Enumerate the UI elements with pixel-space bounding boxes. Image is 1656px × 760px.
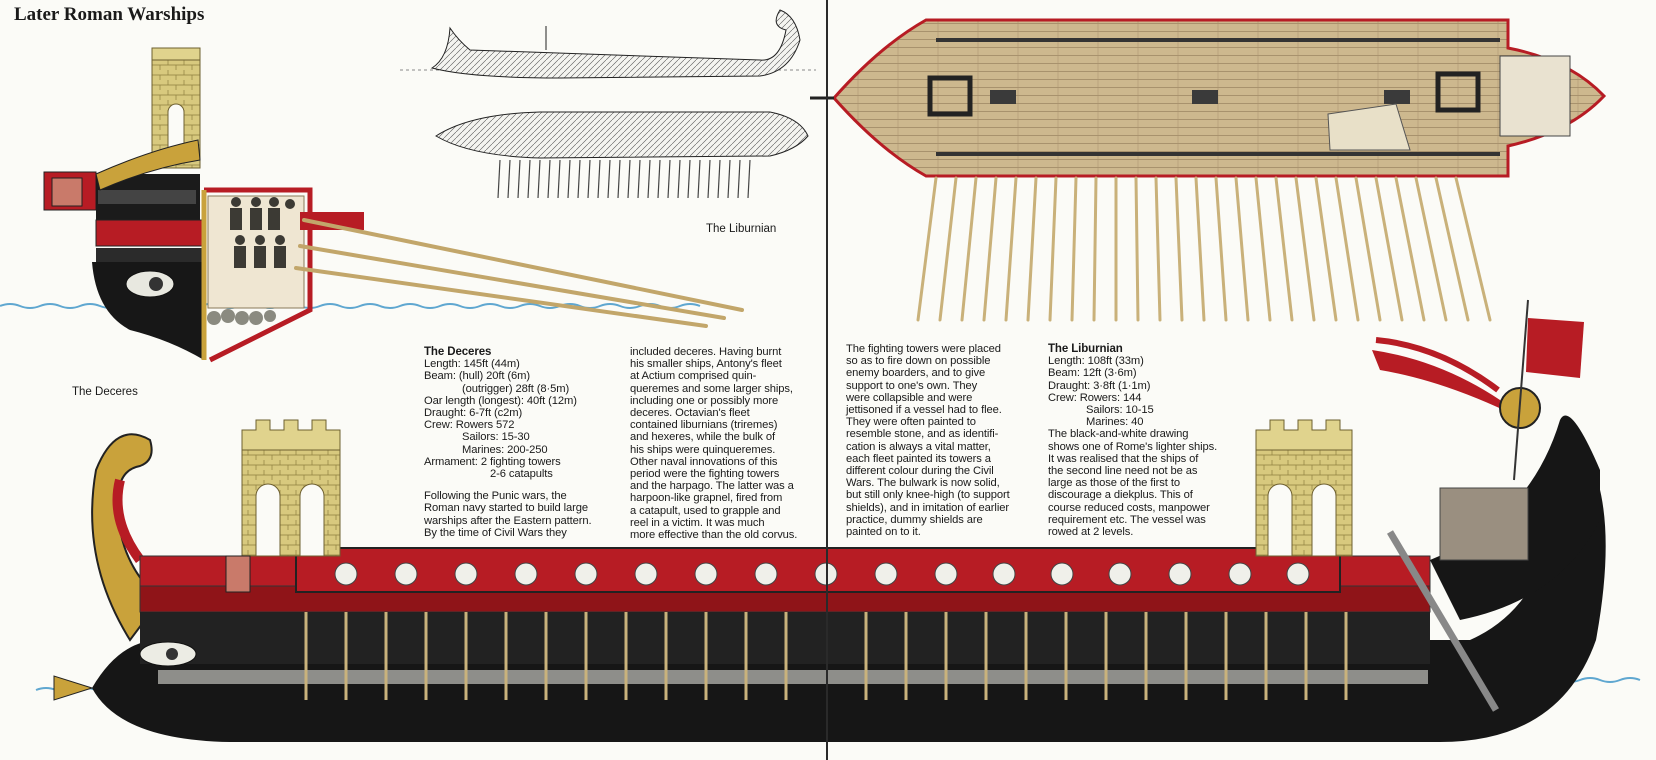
spec-line: Length: 145ft (44m) bbox=[424, 358, 520, 371]
paragraph-line: It was realised that the ships of bbox=[1048, 452, 1199, 465]
liburnian-drawings bbox=[400, 10, 816, 198]
paragraph-line: his ships were quinqueremes. bbox=[630, 443, 776, 456]
paragraph-line: enemy boarders, and to give bbox=[846, 367, 986, 380]
paragraph-line: period were the fighting towers bbox=[630, 468, 780, 481]
paragraph-line: Other naval innovations of this bbox=[630, 455, 778, 468]
paragraph-line: painted on to it. bbox=[846, 526, 921, 539]
paragraph-line: rowed at 2 levels. bbox=[1048, 526, 1134, 539]
spec-line: Draught: 3·8ft (1·1m) bbox=[1048, 379, 1151, 392]
spec-line: Sailors: 15-30 bbox=[462, 431, 530, 444]
deceres-profile bbox=[36, 300, 1640, 742]
fighting-tower-left bbox=[242, 420, 340, 556]
paragraph-line: more effective than the old corvus. bbox=[630, 529, 798, 542]
page-title: Later Roman Warships bbox=[14, 4, 205, 25]
paragraph-line: shields), and in imitation of earlier bbox=[846, 501, 1009, 514]
spec-line: Crew: Rowers: 144 bbox=[1048, 391, 1142, 404]
paragraph-line: included deceres. Having burnt bbox=[630, 346, 782, 358]
text-column-4 bbox=[1048, 343, 1248, 538]
spec-line: Length: 108ft (33m) bbox=[1048, 355, 1144, 368]
paragraph-line: but still only knee-high (to support bbox=[846, 489, 1010, 502]
spec-line: Sailors: 10-15 bbox=[1086, 404, 1154, 417]
paragraph-line: and hexeres, while the bulk of bbox=[630, 431, 776, 444]
paragraph-line: Following the Punic wars, the bbox=[424, 490, 567, 503]
paragraph-line: By the time of Civil Wars they bbox=[424, 526, 567, 539]
spec-line: Beam: (hull) 20ft (6m) bbox=[424, 370, 530, 383]
paragraph-line: were collapsible and were bbox=[846, 391, 973, 404]
paragraph-line: support to one's own. They bbox=[846, 379, 978, 392]
spec-line: (outrigger) 28ft (8·5m) bbox=[462, 382, 570, 395]
paragraph-line: and the harpago. The latter was a bbox=[630, 480, 794, 493]
spec-line: Armament: 2 fighting towers bbox=[424, 455, 561, 468]
paragraph-line: cation is always a vital matter, bbox=[846, 440, 991, 453]
paragraph-line: practice, dummy shields are bbox=[846, 513, 983, 526]
paragraph-line: They were often painted to bbox=[846, 416, 976, 429]
paragraph-line: so as to fire down on possible bbox=[846, 355, 991, 368]
spec-line: 2-6 catapults bbox=[490, 468, 553, 481]
paragraph-line: requirement etc. The vessel was bbox=[1048, 513, 1206, 526]
paragraph-line: large as those of the first to bbox=[1048, 477, 1180, 490]
spec-line: Marines: 40 bbox=[1086, 416, 1144, 429]
deceres-caption: The Deceres bbox=[72, 386, 138, 398]
paragraph-line: course reduced costs, manpower bbox=[1048, 501, 1210, 514]
fighting-tower-right bbox=[1256, 420, 1352, 556]
text-column-2 bbox=[630, 346, 820, 541]
deceres-heading: The Deceres bbox=[424, 346, 492, 358]
paragraph-line: reel in a victim. It was much bbox=[630, 516, 765, 529]
spec-line: Draught: 6-7ft (c2m) bbox=[424, 407, 523, 420]
text-column-1 bbox=[424, 346, 620, 539]
paragraph-line: warships after the Eastern pattern. bbox=[424, 514, 592, 527]
paragraph-line: different colour during the Civil bbox=[846, 465, 994, 478]
paragraph-line: contained liburnians (triremes) bbox=[630, 419, 778, 432]
paragraph-line: Roman navy started to build large bbox=[424, 502, 588, 515]
liburnian-heading: The Liburnian bbox=[1048, 343, 1123, 355]
paragraph-line: The black-and-white drawing bbox=[1048, 428, 1189, 441]
paragraph-line: including one or possibly more bbox=[630, 394, 779, 407]
paragraph-line: discourage a diekplus. This of bbox=[1048, 489, 1193, 502]
paragraph-line: jettisoned if a vessel had to flee. bbox=[846, 404, 1002, 417]
paragraph-line: each fleet painted its towers a bbox=[846, 452, 991, 465]
spec-line: Oar length (longest): 40ft (12m) bbox=[424, 394, 577, 407]
paragraph-line: The fighting towers were placed bbox=[846, 343, 1001, 355]
spec-line: Crew: Rowers 572 bbox=[424, 419, 515, 432]
page-gutter bbox=[826, 0, 828, 760]
spec-line: Beam: 12ft (3·6m) bbox=[1048, 367, 1137, 380]
paragraph-line: queremes and some larger ships, bbox=[630, 382, 793, 395]
spec-line: Marines: 200-250 bbox=[462, 443, 548, 456]
deceres-cross-section bbox=[0, 48, 742, 360]
paragraph-line: deceres. Octavian's fleet bbox=[630, 407, 750, 420]
text-column-3 bbox=[846, 343, 1042, 538]
paragraph-line: harpoon-like grapnel, fired from bbox=[630, 492, 783, 505]
paragraph-line: the second line need not be as bbox=[1048, 465, 1198, 478]
liburnian-caption: The Liburnian bbox=[706, 223, 777, 235]
paragraph-line: at Actium comprised quin- bbox=[630, 370, 757, 383]
deceres-deck-plan bbox=[810, 20, 1604, 320]
paragraph-line: shows one of Rome's lighter ships. bbox=[1048, 440, 1218, 453]
paragraph-line: his smaller ships, Antony's fleet bbox=[630, 358, 782, 371]
paragraph-line: a catapult, used to grapple and bbox=[630, 504, 781, 517]
paragraph-line: resemble stone, and as identifi- bbox=[846, 428, 999, 441]
paragraph-line: Wars. The bulwark is now solid, bbox=[846, 477, 1000, 490]
